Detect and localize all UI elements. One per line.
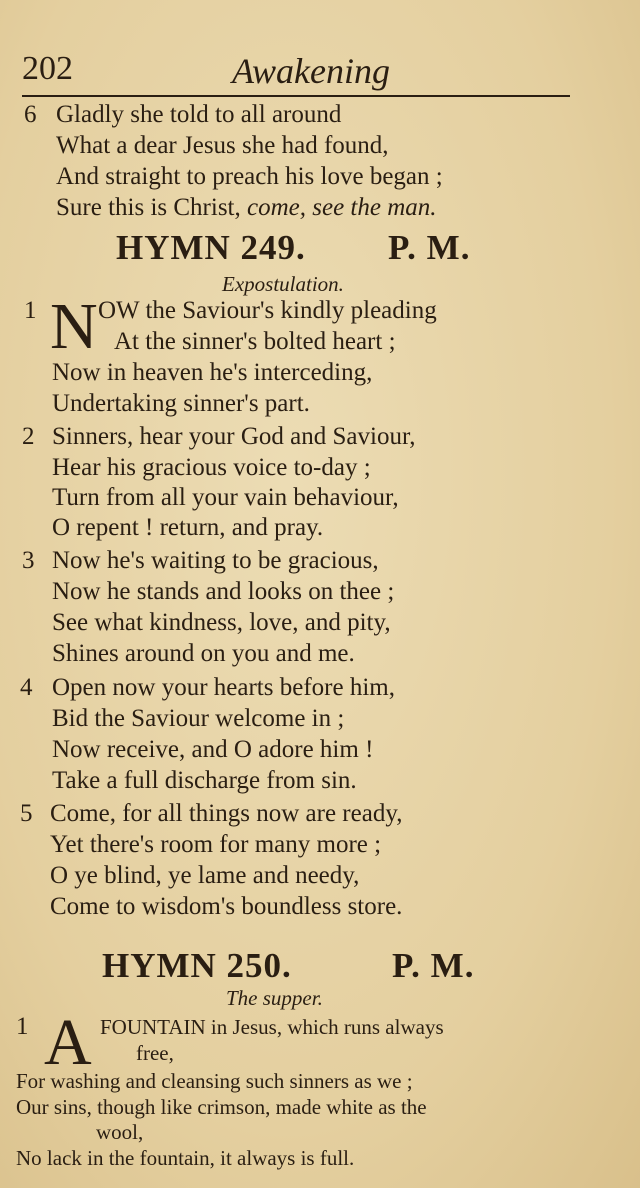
verse-line: OW the Saviour's kindly pleading bbox=[98, 297, 437, 324]
verse-line: Now in heaven he's interceding, bbox=[52, 359, 373, 386]
drop-cap: A bbox=[44, 1006, 92, 1079]
verse-line: O ye blind, ye lame and needy, bbox=[50, 862, 360, 889]
verse-line: Undertaking sinner's part. bbox=[52, 390, 310, 417]
verse-line: Shines around on you and me. bbox=[52, 640, 355, 667]
verse-line: FOUNTAIN in Jesus, which runs always bbox=[100, 1015, 444, 1039]
stanza-number: 2 bbox=[22, 423, 35, 450]
hymn-meter: P. M. bbox=[388, 228, 471, 267]
page-header bbox=[22, 50, 570, 96]
page-number: 202 bbox=[22, 50, 73, 87]
verse-line bbox=[56, 193, 437, 223]
stanza-number: 1 bbox=[16, 1013, 29, 1040]
verse-line: wool, bbox=[96, 1120, 144, 1144]
verse-line: And straight to preach his love began ; bbox=[56, 163, 443, 190]
hymn-title: HYMN 249. bbox=[116, 228, 306, 267]
header-rule bbox=[22, 95, 570, 97]
drop-cap: N bbox=[50, 290, 98, 363]
running-head: Awakening bbox=[232, 51, 390, 91]
verse-line: Sinners, hear your God and Saviour, bbox=[52, 423, 416, 450]
verse-line: Yet there's room for many more ; bbox=[50, 831, 382, 858]
verse-line: Gladly she told to all around bbox=[56, 101, 342, 128]
stanza-number: 3 bbox=[22, 547, 35, 574]
verse-line: O repent ! return, and pray. bbox=[52, 514, 324, 541]
verse-line: Take a full discharge from sin. bbox=[52, 767, 357, 794]
verse-text: Sure this is Christ, bbox=[56, 194, 247, 221]
verse-line: Come to wisdom's boundless store. bbox=[50, 893, 403, 920]
hymn-subtitle: Expostulation. bbox=[222, 272, 344, 296]
verse-line: Open now your hearts before him, bbox=[52, 674, 395, 701]
stanza-number: 5 bbox=[20, 800, 33, 827]
verse-line: Bid the Saviour welcome in ; bbox=[52, 705, 345, 732]
verse-line: Hear his gracious voice to-day ; bbox=[52, 454, 371, 481]
verse-line: What a dear Jesus she had found, bbox=[56, 132, 389, 159]
verse-line: See what kindness, love, and pity, bbox=[52, 609, 391, 636]
hymn-meter: P. M. bbox=[392, 946, 475, 985]
stanza-number: 6 bbox=[24, 101, 37, 128]
verse-line: Now he stands and looks on thee ; bbox=[52, 578, 395, 605]
verse-line: No lack in the fountain, it always is full. bbox=[16, 1146, 355, 1170]
hymn-title: HYMN 250. bbox=[102, 946, 292, 985]
verse-line: Our sins, though like crimson, made white as the bbox=[16, 1095, 427, 1119]
verse-line: Now he's waiting to be gracious, bbox=[52, 547, 379, 574]
verse-line: free, bbox=[136, 1041, 174, 1065]
hymn-subtitle: The supper. bbox=[226, 986, 323, 1010]
verse-line: At the sinner's bolted heart ; bbox=[114, 328, 396, 355]
stanza-number: 1 bbox=[24, 297, 37, 324]
verse-italic-text: come, see the man. bbox=[247, 194, 437, 221]
verse-line: Now receive, and O adore him ! bbox=[52, 736, 374, 763]
verse-line: For washing and cleansing such sinners as we ; bbox=[16, 1069, 413, 1093]
stanza-number: 4 bbox=[20, 674, 33, 701]
verse-line: Come, for all things now are ready, bbox=[50, 800, 403, 827]
verse-line: Turn from all your vain behaviour, bbox=[52, 484, 399, 511]
